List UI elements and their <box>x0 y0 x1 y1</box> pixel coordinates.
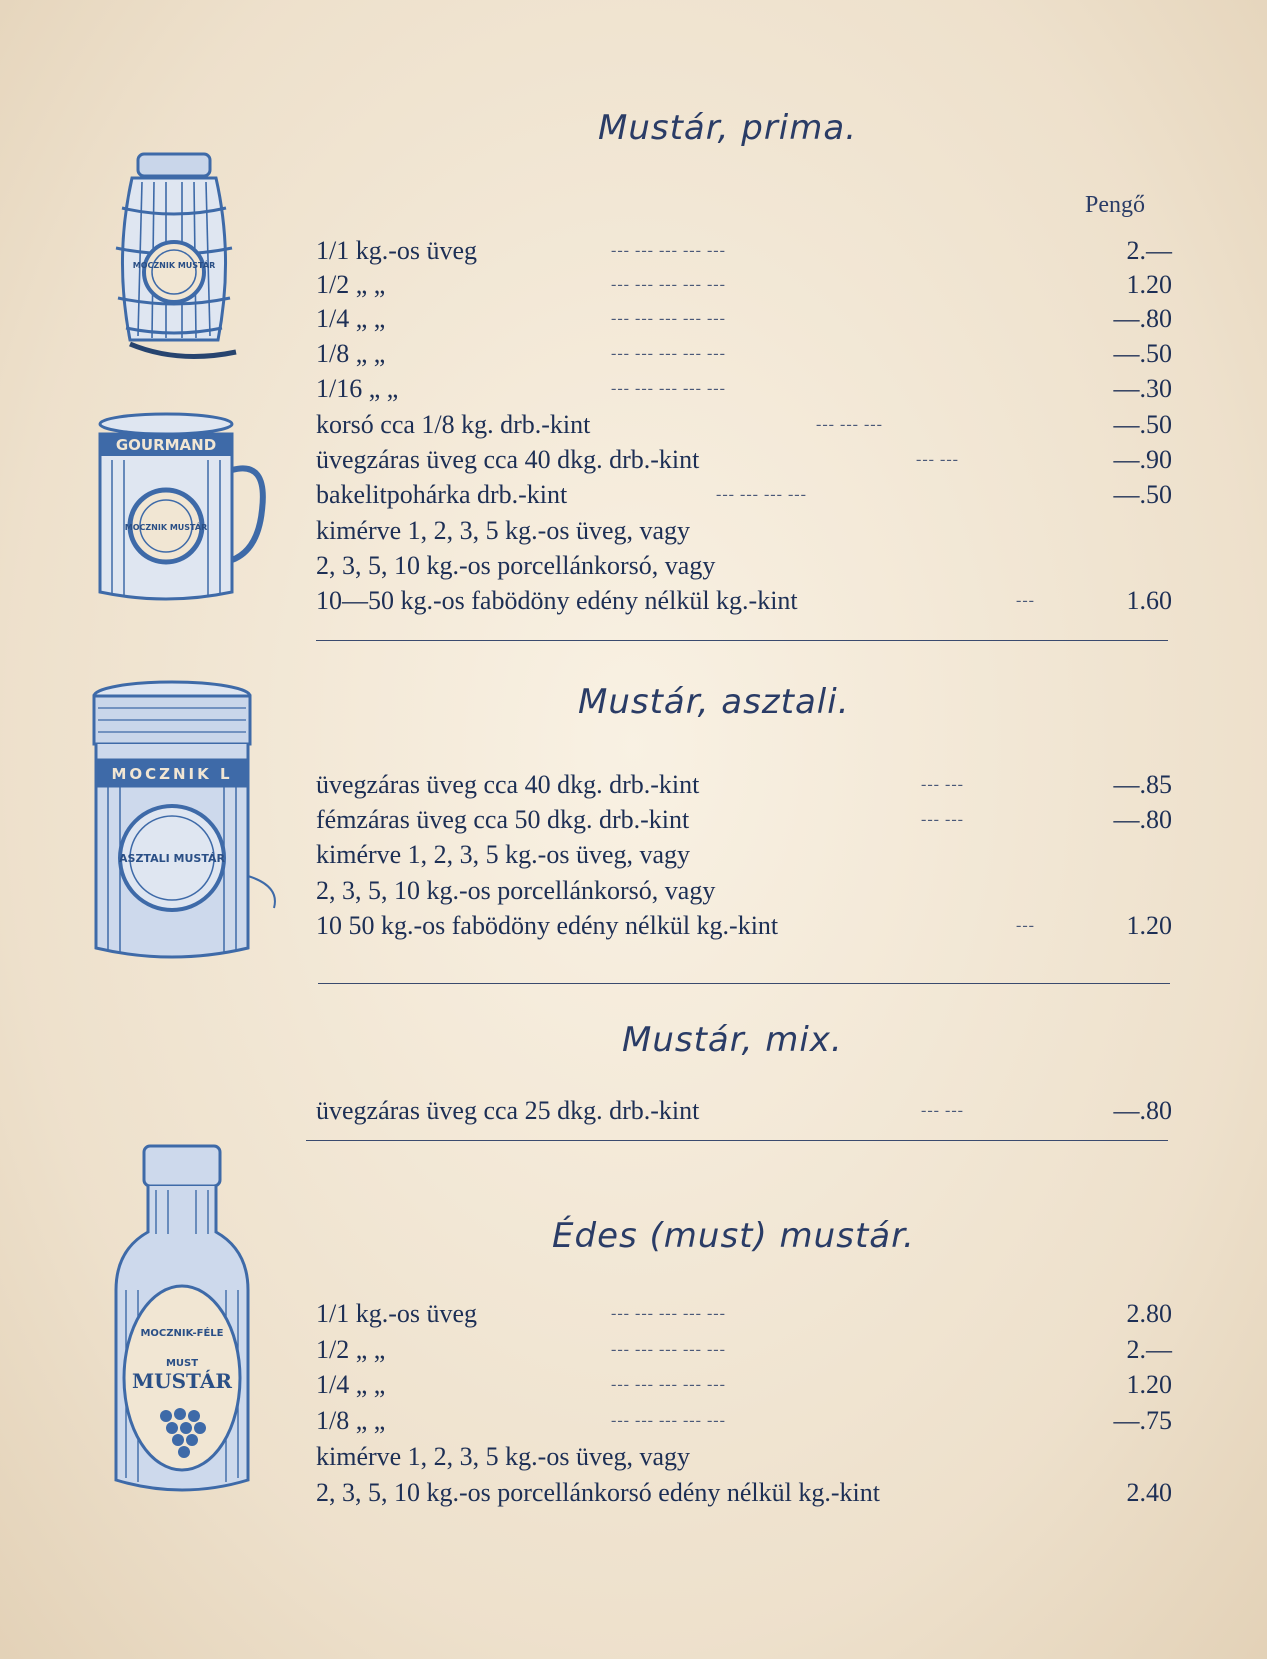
item-label: 2, 3, 5, 10 kg.-os porcellánkorsó, vagy <box>316 551 716 580</box>
item-label: 1/4 „ „ <box>316 1370 386 1399</box>
list-item <box>316 337 1172 371</box>
leader-dots: --- --- <box>921 1102 964 1119</box>
tall-jar-band-text: MOCZNIK L <box>111 765 233 783</box>
leader-dots: --- --- --- --- --- <box>611 310 726 327</box>
leader-dots: --- <box>1016 917 1035 934</box>
item-price: 1.20 <box>1126 911 1172 940</box>
mug-illustration <box>86 410 272 610</box>
section-title-edes: Édes (must) mustár. <box>552 1216 915 1256</box>
item-price: —.50 <box>1113 339 1172 368</box>
list-item <box>316 514 1172 548</box>
mug-band-text: GOURMAND <box>115 436 217 454</box>
item-label: fémzáras üveg cca 50 dkg. drb.-kint <box>316 805 690 834</box>
list-item <box>316 838 1172 872</box>
item-label: 1/8 „ „ <box>316 1406 386 1435</box>
list-item <box>316 1094 1172 1128</box>
item-price: 1.20 <box>1126 1370 1172 1399</box>
item-label: 1/16 „ „ <box>316 374 399 403</box>
leader-dots: --- --- --- --- --- <box>611 276 726 293</box>
section-title-mix: Mustár, mix. <box>622 1020 843 1060</box>
currency-header: Pengő <box>1085 192 1145 218</box>
item-label: 1/8 „ „ <box>316 339 386 368</box>
barrel-label-text: MOCZNIK MUSTÁR <box>132 261 216 270</box>
item-price: 2.80 <box>1126 1299 1172 1328</box>
item-price: 2.— <box>1126 236 1172 265</box>
list-item <box>316 1476 1172 1510</box>
bottle-label-mid: MUST <box>165 1358 199 1369</box>
list-item <box>316 909 1172 943</box>
item-label: kimérve 1, 2, 3, 5 kg.-os üveg, vagy <box>316 516 691 545</box>
item-price: 1.20 <box>1126 270 1172 299</box>
leader-dots: --- --- --- --- --- <box>611 1341 726 1358</box>
leader-dots: --- --- --- --- --- <box>611 1376 726 1393</box>
item-price: —.30 <box>1113 374 1172 403</box>
list-item <box>316 268 1172 302</box>
item-label: 2, 3, 5, 10 kg.-os porcellánkorsó edény nélkül kg.-kint <box>316 1478 880 1507</box>
leader-dots: --- --- --- --- <box>716 486 807 503</box>
bottle-label-top: MOCZNIK-FÉLE <box>140 1328 224 1339</box>
list-item <box>316 1404 1172 1438</box>
item-label: 1/1 kg.-os üveg <box>316 236 478 265</box>
section-divider <box>318 983 1170 984</box>
section-divider <box>316 640 1168 641</box>
item-label: 2, 3, 5, 10 kg.-os porcellánkorsó, vagy <box>316 876 716 905</box>
item-price: —.85 <box>1113 770 1172 799</box>
item-label: 1/2 „ „ <box>316 270 386 299</box>
list-item <box>316 803 1172 837</box>
list-item <box>316 1368 1172 1402</box>
list-item <box>316 1333 1172 1367</box>
leader-dots: --- --- <box>921 811 964 828</box>
leader-dots: --- <box>1016 592 1035 609</box>
item-label: üvegzáras üveg cca 25 dkg. drb.-kint <box>316 1096 700 1125</box>
list-item <box>316 1440 1172 1474</box>
item-price: —.80 <box>1113 1096 1172 1125</box>
leader-dots: --- --- --- --- --- <box>611 1305 726 1322</box>
leader-dots: --- --- --- --- --- <box>611 345 726 362</box>
tall-jar-illustration <box>84 676 284 968</box>
item-label: 1/2 „ „ <box>316 1335 386 1364</box>
mug-label-text: MOCZNIK MUSTÁR <box>124 523 208 532</box>
item-label: 10—50 kg.-os fabödöny edény nélkül kg.-kint <box>316 586 798 615</box>
item-price: 1.60 <box>1126 586 1172 615</box>
leader-dots: --- --- --- <box>816 416 883 433</box>
list-item <box>316 768 1172 802</box>
item-price: —.80 <box>1113 304 1172 333</box>
list-item <box>316 234 1172 268</box>
section-title-asztali: Mustár, asztali. <box>578 682 850 722</box>
list-item <box>316 478 1172 512</box>
item-label: kimérve 1, 2, 3, 5 kg.-os üveg, vagy <box>316 840 691 869</box>
leader-dots: --- --- --- --- --- <box>611 380 726 397</box>
section-title-prima: Mustár, prima. <box>598 108 858 148</box>
list-item <box>316 408 1172 442</box>
leader-dots: --- --- --- --- --- <box>611 242 726 259</box>
tall-jar-label-text: ASZTALI MUSTÁR <box>119 852 225 865</box>
list-item <box>316 443 1172 477</box>
item-price: —.75 <box>1113 1406 1172 1435</box>
leader-dots: --- --- <box>921 776 964 793</box>
list-item <box>316 874 1172 908</box>
item-label: 1/4 „ „ <box>316 304 386 333</box>
item-label: bakelitpohárka drb.-kint <box>316 480 568 509</box>
list-item <box>316 584 1172 618</box>
leader-dots: --- --- <box>916 451 959 468</box>
list-item <box>316 302 1172 336</box>
bottle-illustration <box>110 1140 256 1502</box>
item-price: —.50 <box>1113 410 1172 439</box>
item-price: —.80 <box>1113 805 1172 834</box>
item-label: üvegzáras üveg cca 40 dkg. drb.-kint <box>316 770 700 799</box>
item-price: 2.40 <box>1126 1478 1172 1507</box>
item-price: —.90 <box>1113 445 1172 474</box>
leader-dots: --- --- --- --- --- <box>611 1412 726 1429</box>
item-label: kimérve 1, 2, 3, 5 kg.-os üveg, vagy <box>316 1442 691 1471</box>
item-label: üvegzáras üveg cca 40 dkg. drb.-kint <box>316 445 700 474</box>
item-label: 10 50 kg.-os fabödöny edény nélkül kg.-kint <box>316 911 779 940</box>
list-item <box>316 549 1172 583</box>
item-label: korsó cca 1/8 kg. drb.-kint <box>316 410 591 439</box>
list-item <box>316 1297 1172 1331</box>
bottle-label-main: MUSTÁR <box>132 1369 232 1393</box>
barrel-jar-illustration <box>108 148 240 366</box>
item-price: —.50 <box>1113 480 1172 509</box>
item-label: 1/1 kg.-os üveg <box>316 1299 478 1328</box>
item-price: 2.— <box>1126 1335 1172 1364</box>
section-divider <box>306 1140 1168 1141</box>
list-item <box>316 372 1172 406</box>
